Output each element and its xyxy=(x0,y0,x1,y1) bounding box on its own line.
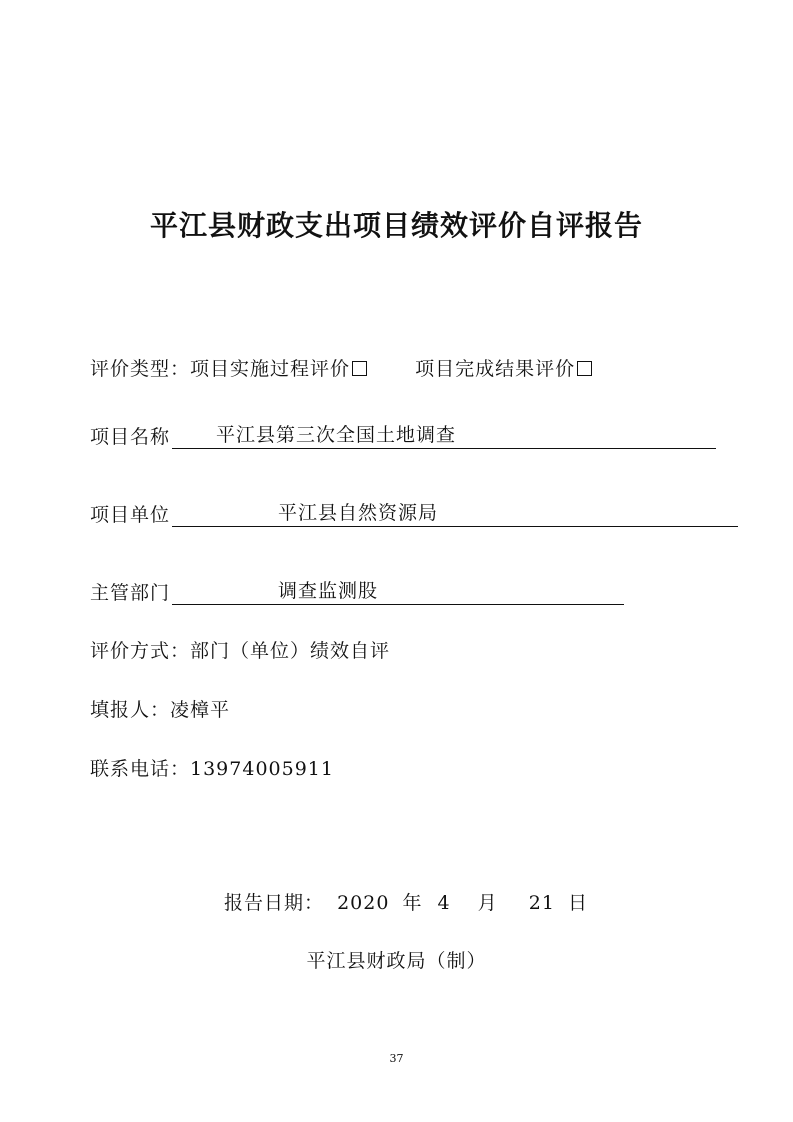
project-name-field xyxy=(172,422,716,449)
project-unit-value: 平江县自然资源局 xyxy=(278,502,439,524)
checkbox-process[interactable] xyxy=(352,361,367,376)
department-label: 主管部门 xyxy=(90,582,171,604)
contact-phone: 联系电话：13974005911 xyxy=(90,758,334,780)
report-year: 2020 xyxy=(337,892,390,914)
report-day: 21 xyxy=(528,892,555,914)
project-unit-field xyxy=(172,500,738,527)
project-name-label: 项目名称 xyxy=(90,426,171,448)
eval-type-label: 评价类型： xyxy=(90,358,191,380)
report-month: 4 xyxy=(437,892,451,914)
reporter: 填报人：凌樟平 xyxy=(90,699,231,721)
eval-option-process: 项目实施过程评价 xyxy=(190,358,351,380)
report-date-label: 报告日期： xyxy=(224,892,325,914)
eval-method: 评价方式：部门（单位）绩效自评 xyxy=(90,640,391,662)
day-unit: 日 xyxy=(567,892,588,914)
project-name-value: 平江县第三次全国土地调查 xyxy=(216,424,457,446)
department-field xyxy=(172,578,624,605)
eval-option-result: 项目完成结果评价 xyxy=(415,358,576,380)
checkbox-result[interactable] xyxy=(577,361,592,376)
project-unit-label: 项目单位 xyxy=(90,504,171,526)
month-unit: 月 xyxy=(477,892,498,914)
page-number: 37 xyxy=(389,1052,404,1065)
page-title: 平江县财政支出项目绩效评价自评报告 xyxy=(149,209,643,242)
report-date xyxy=(224,890,588,916)
issuer: 平江县财政局（制） xyxy=(306,950,487,972)
department-value: 调查监测股 xyxy=(278,580,379,602)
year-unit: 年 xyxy=(402,892,423,914)
eval-type-row xyxy=(90,356,592,382)
